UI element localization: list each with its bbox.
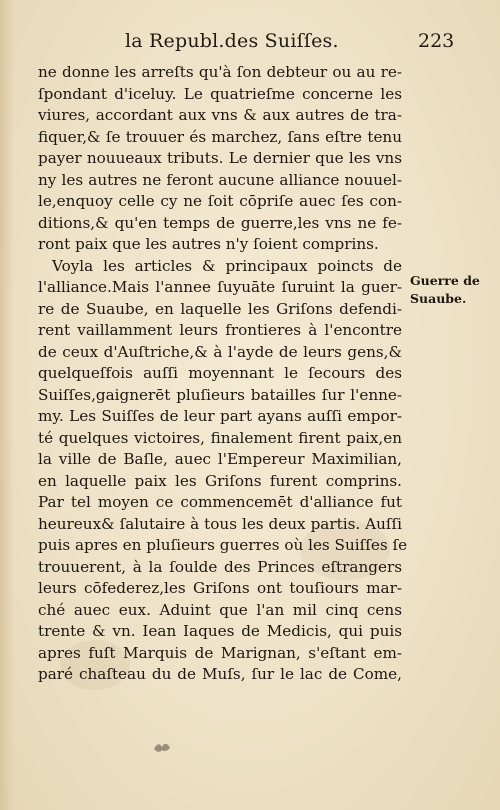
text-line: ditions,& qu'en temps de guerre,les vns ne fe- <box>38 213 402 232</box>
text-line: viures, accordant aux vns & aux autres de tra- <box>38 106 402 124</box>
text-line: quelqueſfois auſſi moyennant le ſecours des <box>38 364 402 382</box>
text-line: Voyla les articles & principaux poincts de <box>52 256 402 275</box>
text-line: puis apres en pluſieurs guerres où les Suiſſes ſe <box>38 536 408 554</box>
text-line: rent vaillamment leurs frontieres à l'encontre <box>38 321 402 339</box>
text-line: leurs cōfederez,les Griſons ont touſiours mar- <box>38 579 402 597</box>
text-line: ché auec eux. Aduint que l'an mil cinq cens <box>38 600 402 619</box>
page-number: 223 <box>418 30 455 52</box>
text-line: ſpondant d'iceluy. Le quatrieſme concerne les <box>38 84 402 103</box>
text-line: payer nouueaux tributs. Le dernier que les vns <box>38 149 402 167</box>
text-line: ny les autres ne feront aucune alliance nouuel- <box>38 170 402 189</box>
page-gutter-shadow <box>0 0 14 810</box>
text-line: trente & vn. Iean Iaques de Medicis, qui puis <box>38 622 402 640</box>
text-line: la ville de Baſle, auec l'Empereur Maximilian, <box>38 450 402 468</box>
text-line: Par tel moyen ce commencemēt d'alliance fut <box>38 493 402 511</box>
text-line: Suiſſes,gaignerēt pluſieurs batailles ſur l'enne- <box>38 385 402 404</box>
text-line: fiquer,& ſe trouuer és marchez, ſans eſtre tenu <box>38 127 402 146</box>
text-line: en laquelle paix les Griſons furent comprins. <box>38 471 402 490</box>
margin-note <box>410 272 490 308</box>
text-line: re de Suaube, en laquelle les Griſons defendi- <box>38 299 402 318</box>
text-line: paré chaſteau du de Muſs, ſur le lac de Come, <box>38 665 402 683</box>
text-line: apres fuſt Marquis de Marignan, s'eſtant em- <box>38 643 402 662</box>
running-head: la Republ.des Suiſſes. <box>125 30 339 52</box>
text-line: heureux& ſalutaire à tous les deux partis. Auſſi <box>38 514 402 533</box>
margin-note-line: Suaube. <box>410 291 467 306</box>
text-line: té quelques victoires, finalement firent paix,en <box>38 428 402 447</box>
text-line: le,enquoy celle cy ne ſoit cōpriſe auec ſes con- <box>38 192 402 210</box>
body-text <box>38 62 408 686</box>
margin-note-line: Guerre de <box>410 273 480 288</box>
text-line: de ceux d'Auſtriche,& à l'ayde de leurs gens,& <box>38 342 402 361</box>
text-line: my. Les Suiſſes de leur part ayans auſſi empor- <box>38 407 402 425</box>
ink-smudge-icon <box>152 740 172 754</box>
text-line: ront paix que les autres n'y ſoient comprins. <box>38 235 379 253</box>
text-line: ne donne les arreſts qu'à ſon debteur ou au re- <box>38 63 402 81</box>
text-line: trouuerent, à la ſoulde des Princes eſtrangers <box>38 557 402 576</box>
text-line: l'alliance.Mais l'annee ſuyuāte ſuruint la guer- <box>38 278 402 296</box>
